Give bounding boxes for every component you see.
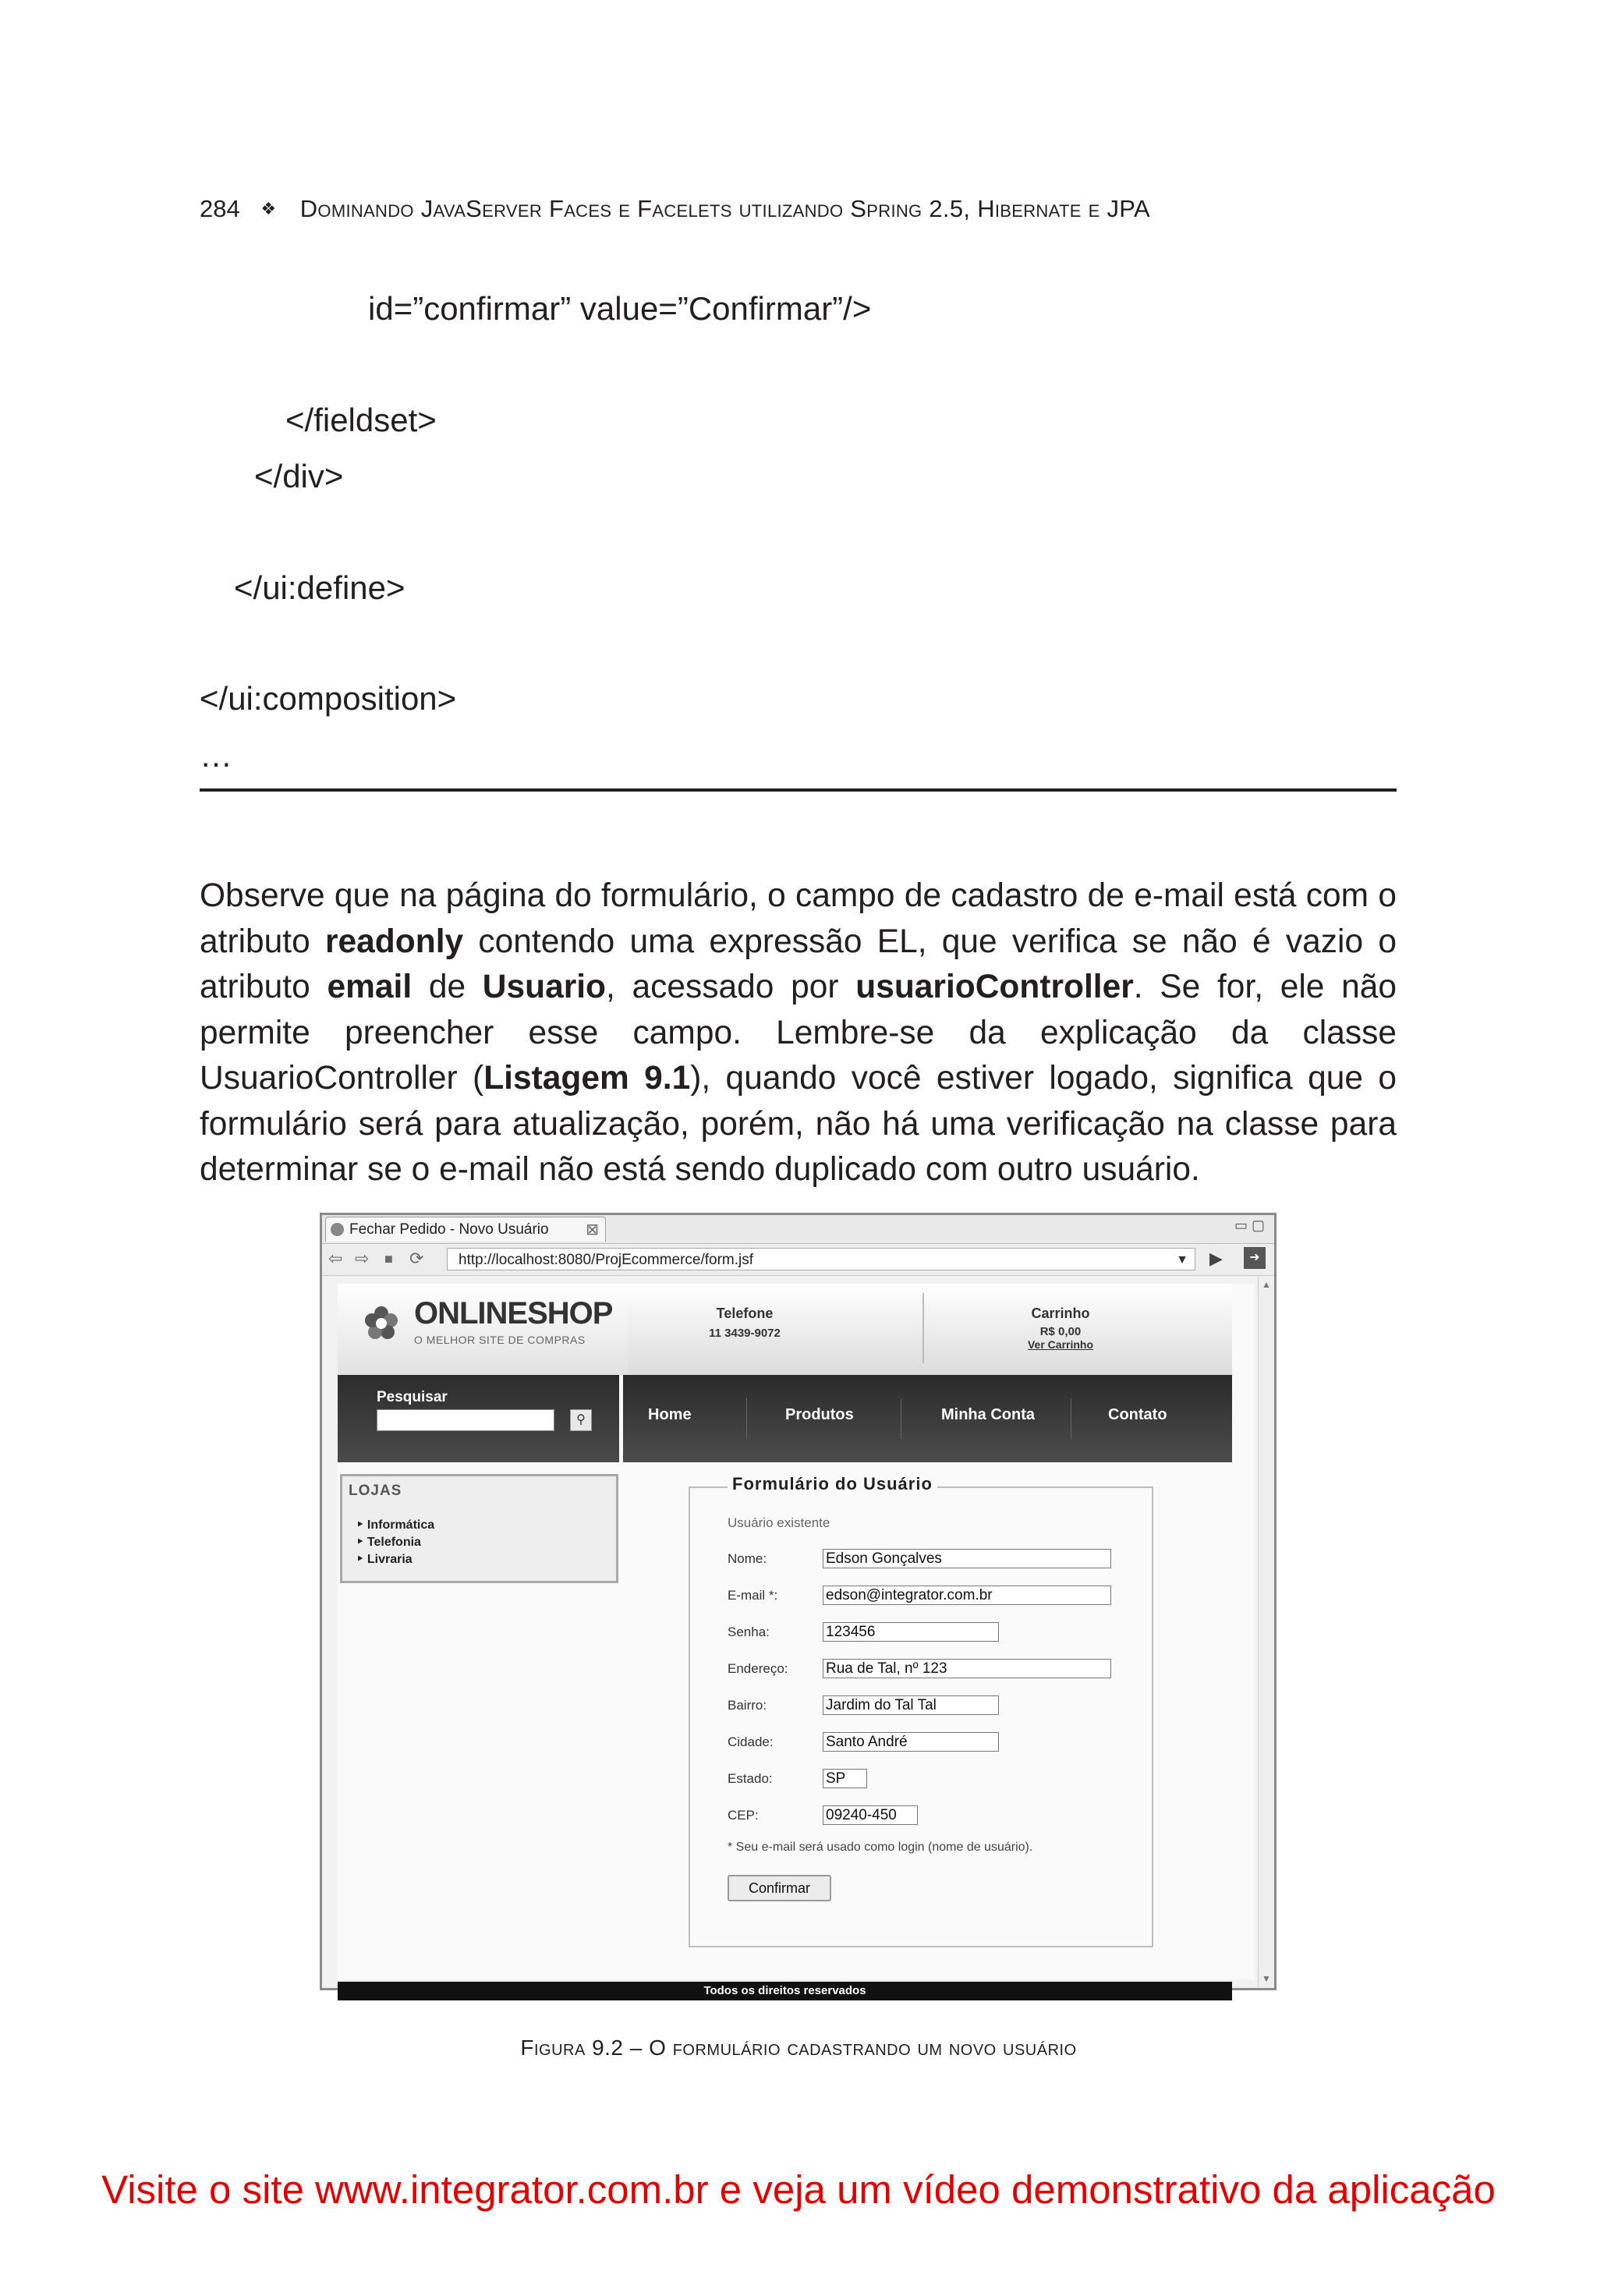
main-menu [623,1375,1232,1462]
emphasis: usuarioController [855,969,1134,1005]
city-label: Cidade: [728,1734,774,1749]
scroll-down-icon[interactable]: ▼ [1262,1973,1271,1984]
emphasis: Listagem 9.1 [483,1060,691,1097]
external-link-icon[interactable]: ➜ [1244,1247,1266,1269]
store-item[interactable]: ‣ Telefonia [356,1536,421,1549]
globe-icon [331,1223,344,1236]
phone-label: Telefone [716,1306,774,1321]
state-field[interactable]: SP [823,1769,867,1788]
password-label: Senha: [728,1625,770,1639]
form-title: Formulário do Usuário [728,1474,937,1494]
menu-item-products[interactable]: Produtos [785,1406,854,1423]
site-logo[interactable]: ONLINESHOP [414,1296,613,1330]
bullet-icon: ‣ [356,1518,367,1532]
emphasis: readonly [325,923,464,960]
navigation-toolbar [322,1244,1274,1276]
menu-item-home[interactable]: Home [648,1406,692,1423]
refresh-icon[interactable]: ⟳ [409,1249,424,1268]
store-item[interactable]: ‣ Livraria [356,1553,413,1566]
store-item[interactable]: ‣ Informática [356,1518,435,1532]
emphasis: Usuario [482,969,607,1005]
flower-logo-icon [361,1303,402,1344]
zip-field[interactable]: 09240-450 [823,1805,918,1825]
minimize-icon[interactable]: ▭ [1234,1217,1248,1233]
figure-caption: Figura 9.2 – O formulário cadastrando um novo usuário [520,2036,1077,2060]
name-field[interactable]: Edson Gonçalves [823,1549,1111,1568]
search-label: Pesquisar [377,1389,448,1405]
email-label: E-mail *: [728,1588,778,1603]
chevron-down-icon[interactable]: ▼ [1176,1253,1188,1267]
address-label: Endereço: [728,1661,788,1676]
code-line: </fieldset> [285,402,437,438]
bullet-icon: ‣ [356,1536,367,1549]
url-text: http://localhost:8080/ProjEcommerce/form.jsf [459,1252,754,1268]
page-viewport [338,1284,1255,1997]
code-ellipsis: … [200,737,232,774]
browser-tab[interactable] [325,1217,606,1242]
forward-arrow-icon[interactable]: ⇨ [355,1249,370,1268]
menu-item-my-account[interactable]: Minha Conta [941,1406,1035,1423]
maximize-icon[interactable]: ▢ [1251,1217,1265,1233]
zip-label: CEP: [728,1808,759,1823]
phone-value: 11 3439-9072 [709,1327,781,1340]
view-cart-link[interactable]: Ver Carrinho [1027,1338,1094,1351]
stores-sidebar [340,1474,618,1583]
vertical-scrollbar[interactable] [1258,1276,1274,1987]
name-label: Nome: [728,1551,767,1566]
site-slogan: O MELHOR SITE DE COMPRAS [414,1334,586,1346]
code-line: </ui:define> [234,569,405,606]
state-label: Estado: [728,1771,773,1786]
page-number: 284 [200,195,240,222]
cart-label: Carrinho [1031,1306,1090,1321]
city-field[interactable]: Santo André [823,1732,999,1752]
address-field[interactable]: Rua de Tal, nº 123 [823,1659,1111,1678]
confirm-button[interactable]: Confirmar [728,1875,831,1901]
code-line: </div> [254,458,344,494]
listing-end-rule [200,788,1397,792]
cart-info [944,1306,1177,1351]
stores-title: LOJAS [349,1483,402,1499]
browser-window [320,1213,1277,1997]
scroll-up-icon[interactable]: ▲ [1262,1279,1271,1290]
divider [922,1293,924,1363]
bullet-icon: ‣ [356,1553,367,1566]
running-head [200,195,1150,223]
menu-item-contact[interactable]: Contato [1108,1406,1167,1423]
close-icon[interactable]: ⊠ [586,1221,599,1238]
diamond-separator-icon: ❖ [260,199,277,218]
search-icon[interactable]: ⚲ [570,1409,592,1431]
divider [746,1398,747,1439]
go-arrow-icon[interactable]: ▶ [1209,1249,1223,1268]
tab-bar [322,1215,1274,1244]
body-paragraph: Observe que na página do formulário, o campo de cadastro de e-mail está com o atributo readonly contendo uma expressão EL, que verifica se não é vazio o atributo email de Usuario, acessado por usuarioController. Se for, ele não permite preencher esse campo. Lembre-se da explicação da classe UsuarioController (Listagem 9.1), quando você estiver logado, significa que o formulário será para atualização, porém, não há uma verificação na classe para determinar se o e-mail não está sendo duplicado com outro usuário. [200,877,1397,1188]
cart-value: R$ 0,00 [1039,1325,1082,1338]
search-panel [338,1375,619,1462]
book-title: Dominando JavaServer Faces e Facelets utilizando Spring 2.5, Hibernate e JPA [299,195,1150,222]
site-header [338,1284,1232,1375]
password-field[interactable]: 123456 [823,1622,999,1642]
emphasis: email [327,969,413,1005]
address-bar[interactable] [447,1248,1195,1270]
site-footer: Todos os direitos reservados [338,1982,1232,2000]
tab-title: Fechar Pedido - Novo Usuário [349,1221,549,1238]
code-line: id=”confirmar” value=”Confirmar”/> [368,290,872,327]
stop-icon[interactable]: ■ [384,1251,393,1267]
district-label: Bairro: [728,1698,767,1713]
phone-info [628,1306,862,1340]
header-info [628,1284,1232,1375]
form-note: * Seu e-mail será usado como login (nome de usuário). [728,1841,1033,1854]
code-line: </ui:composition> [200,680,457,717]
email-field[interactable]: edson@integrator.com.br [823,1586,1111,1605]
promo-banner[interactable]: Visite o site www.integrator.com.br e veja um vídeo demonstrativo da aplicação [101,2167,1496,2212]
back-arrow-icon[interactable]: ⇦ [328,1249,343,1268]
district-field[interactable]: Jardim do Tal Tal [823,1695,999,1715]
form-subtitle: Usuário existente [728,1515,830,1530]
search-input[interactable] [377,1409,554,1431]
